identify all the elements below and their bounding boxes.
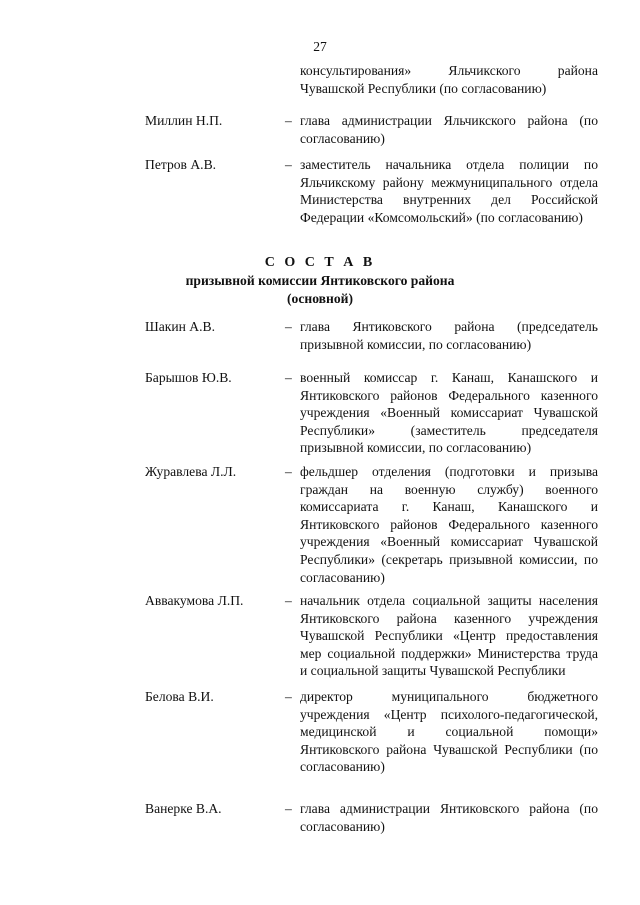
- member-description: глава администрации Янтиковского района (по согласованию): [300, 801, 598, 834]
- member-name: Аввакумова Л.П.: [145, 593, 244, 608]
- member-description: директор муниципального бюджетного учреждения «Центр психолого-педагогической, медицинской и социальной помощи» Янтиковского района Чувашской Республики (по согласованию): [300, 689, 598, 775]
- page-number: 27: [313, 39, 327, 54]
- member-name: Миллин Н.П.: [145, 113, 223, 128]
- member-dash: –: [285, 801, 292, 816]
- member-dash: –: [285, 689, 292, 704]
- member-name: Белова В.И.: [145, 689, 214, 704]
- member-dash: –: [285, 113, 292, 128]
- section-title: С О С Т А В: [264, 255, 376, 270]
- member-description: заместитель начальника отдела полиции по Яльчикскому району межмуниципального отдела Министерства внутренних дел Российской Федерации «Комсомольский» (по согласованию): [300, 157, 598, 225]
- member-description: глава администрации Яльчикского района (по согласованию): [300, 113, 598, 146]
- member-name: Петров А.В.: [145, 157, 217, 172]
- member-name: Шакин А.В.: [145, 319, 215, 334]
- member-name: Ванерке В.А.: [145, 801, 222, 816]
- member-dash: –: [285, 157, 292, 172]
- member-dash: –: [285, 319, 292, 334]
- member-description: начальник отдела социальной защиты населения Янтиковского района казенного учреждения Чувашской Республики «Центр предоставления мер социальной поддержки» Министерства труда и социальной защиты Чувашской Республики: [300, 593, 598, 679]
- member-name: Барышов Ю.В.: [145, 370, 232, 385]
- member-description: военный комиссар г. Канаш, Канашского и Янтиковского районов Федерального казенного учреждения «Военный комиссариат Чувашской Республики» (заместитель председателя призывной комиссии, по согласованию): [300, 370, 598, 456]
- member-dash: –: [285, 593, 292, 608]
- member-dash: –: [285, 464, 292, 479]
- member-description: глава Янтиковского района (председатель призывной комиссии, по согласованию): [300, 319, 598, 352]
- section-subtitle-note: (основной): [287, 291, 353, 306]
- section-subtitle: призывной комиссии Янтиковского района: [185, 273, 455, 288]
- continuation-text: консультирования» Яльчикского района Чувашской Республики (по согласованию): [300, 63, 598, 96]
- member-name: Журавлева Л.Л.: [145, 464, 237, 479]
- member-description: фельдшер отделения (подготовки и призыва граждан на военную службу) военного комиссариата г. Канаш, Канашского и Янтиковского районов Федерального казенного учреждения «Военный комиссариат Чувашской Республики» (секретарь призывной комиссии, по согласованию): [300, 464, 598, 585]
- member-dash: –: [285, 370, 292, 385]
